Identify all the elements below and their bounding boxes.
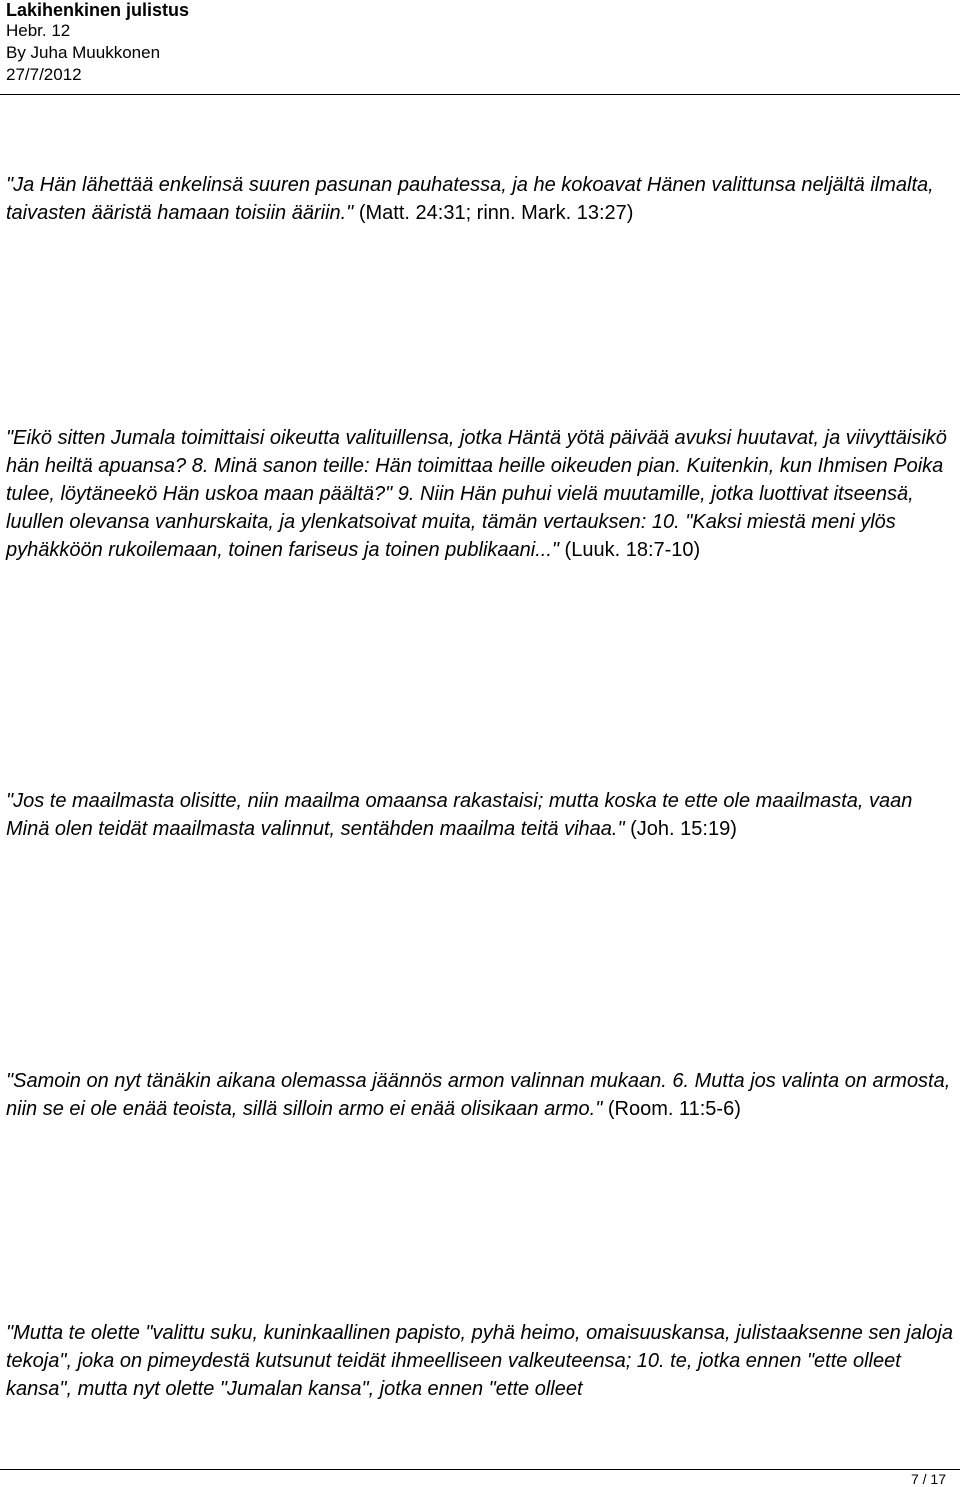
quote-text: "Jos te maailmasta olisitte, niin maailma omaansa rakastaisi; mutta koska te ette ole maailmasta, vaan Minä olen teidät maailmasta valinnut, sentähden maailma teitä vihaa." [6, 790, 913, 840]
scripture-reference: (Matt. 24:31; rinn. Mark. 13:27) [353, 202, 634, 224]
paragraph-luke [6, 424, 956, 564]
paragraph-matthew [6, 171, 956, 227]
document-date: 27/7/2012 [6, 65, 82, 84]
paragraph-peter [6, 1319, 956, 1403]
header-divider [0, 94, 960, 95]
quote-text: "Samoin on nyt tänäkin aikana olemassa jäännös armon valinnan mukaan. 6. Mutta jos valinta on armosta, niin se ei ole enää teoista, sillä silloin armo ei enää olisikaan armo." [6, 1070, 951, 1120]
quote-text: "Eikö sitten Jumala toimittaisi oikeutta valituillensa, jotka Häntä yötä päivää avuksi huutavat, ja viivyttäisikö hän heiltä apuansa? 8. Minä sanon teille: Hän toimittaa heille oikeuden pian. Kuitenkin, kun Ihmisen Poika tulee, löytäneekö Hän uskoa maan päältä?" 9. Niin Hän puhui vielä muutamille, jotka luottivat itseensä, luullen olevansa vanhurskaita, ja ylenkatsoivat muita, tämän vertauksen: 10. "Kaksi miestä meni ylös pyhäkköön rukoilemaan, toinen fariseus ja toinen publikaani..." [6, 427, 947, 561]
paragraph-romans [6, 1067, 956, 1123]
document-header [6, 0, 956, 86]
scripture-reference: (Room. 11:5-6) [602, 1098, 741, 1120]
paragraph-john [6, 787, 956, 843]
document-title: Lakihenkinen julistus [6, 0, 190, 20]
scripture-reference: (Luuk. 18:7-10) [559, 539, 701, 561]
quote-text: "Ja Hän lähettää enkelinsä suuren pasunan pauhatessa, ja he kokoavat Hänen valittunsa neljältä ilmalta, taivasten ääristä hamaan toisiin ääriin." [6, 174, 934, 224]
document-subtitle: Hebr. 12 [6, 21, 71, 40]
quote-text: "Mutta te olette "valittu suku, kuninkaallinen papisto, pyhä heimo, omaisuuskansa, julistaaksenne sen jaloja tekoja", joka on pimeydestä kutsunut teidät ihmeelliseen valkeuteensa; 10. te, jotka ennen "ette olleet kansa", mutta nyt olette "Jumalan kansa", jotka ennen "ette olleet [6, 1322, 953, 1400]
footer-divider [0, 1469, 960, 1470]
page-number: 7 / 17 [910, 1471, 946, 1487]
document-author: By Juha Muukkonen [6, 43, 161, 62]
scripture-reference: (Joh. 15:19) [624, 818, 737, 840]
